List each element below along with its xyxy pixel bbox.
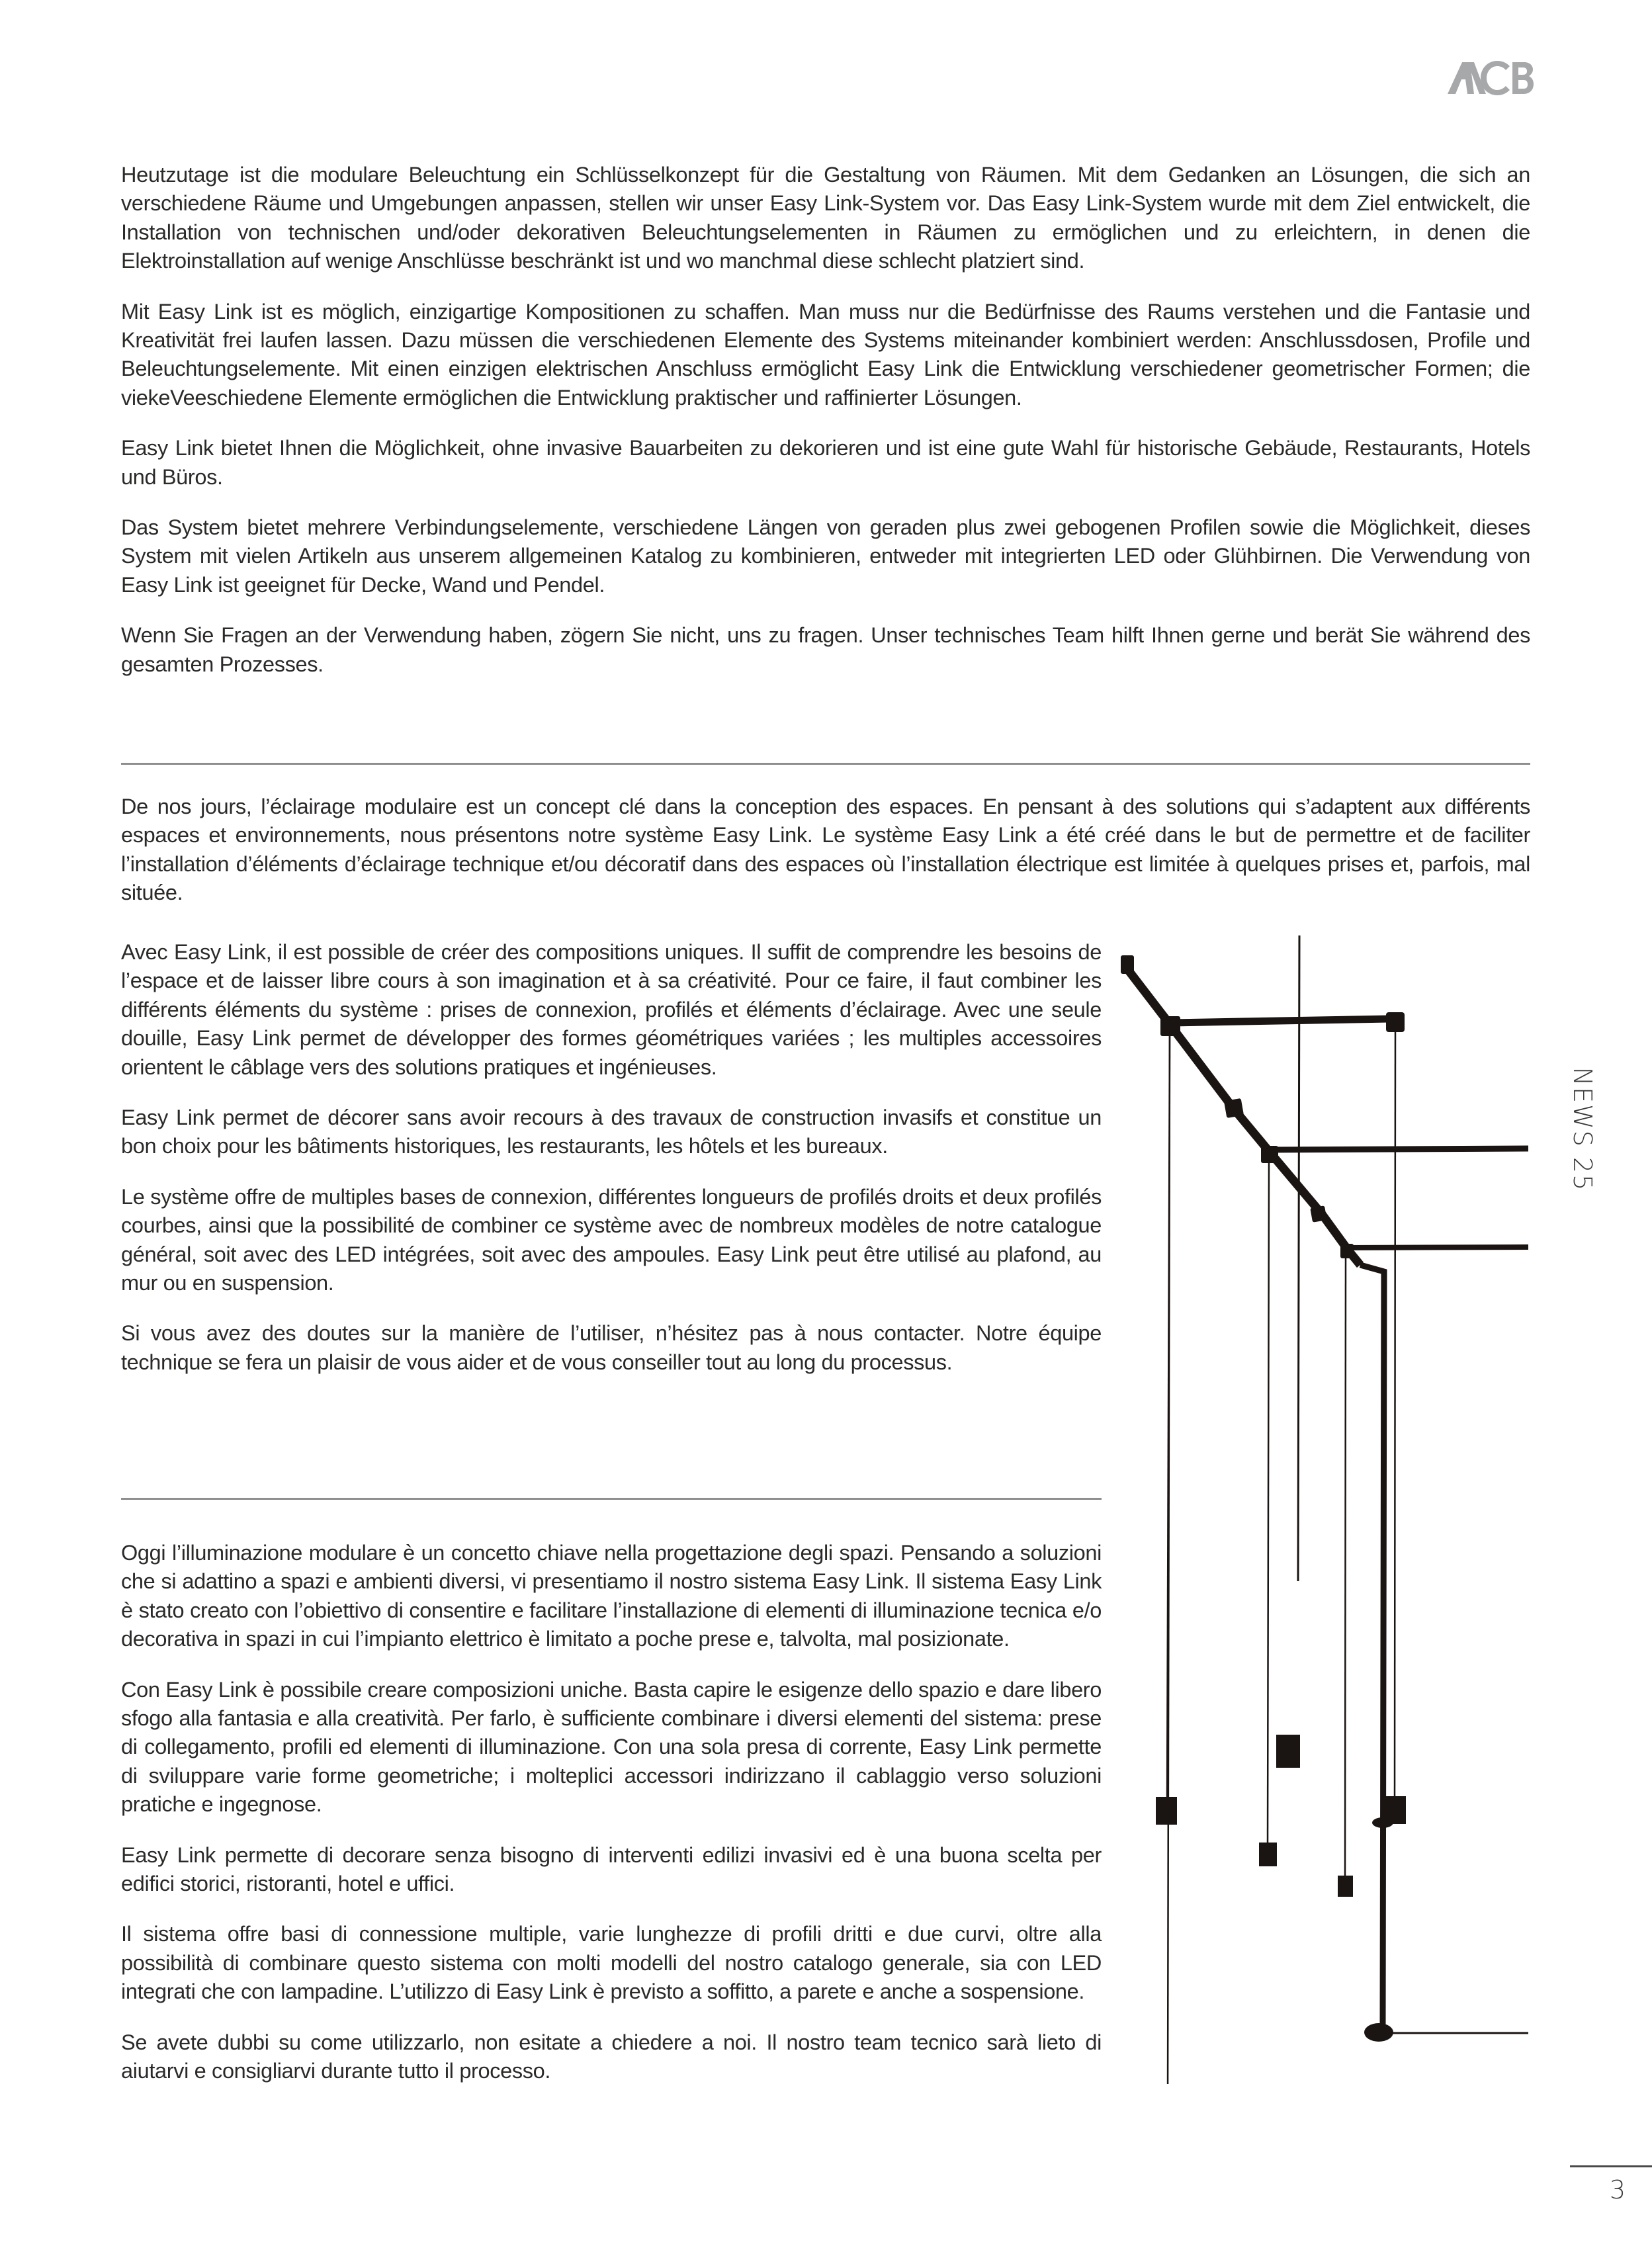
section-divider	[121, 763, 1530, 765]
french-paragraph: Easy Link permet de décorer sans avoir recours à des travaux de construction invasifs et constitue un bon choix pour les bâtiments historiques, les restaurants, les hôtels et les bureaux.	[121, 1106, 1102, 1158]
page-number: 3	[1609, 2175, 1626, 2204]
french-paragraph: Si vous avez des doutes sur la manière de l’utiliser, n’hésitez pas à nous contacter. Notre équipe technique se fera un plaisir de vous aider et de vous conseiller tout au long du processus.	[121, 1321, 1102, 1374]
german-section	[121, 161, 1530, 679]
page-number-rule	[1570, 2165, 1652, 2167]
pendant-lighting-icon	[1111, 926, 1542, 2084]
french-paragraph: Le système offre de multiples bases de connexion, différentes longueurs de profilés droits et deux profilés courbes, ainsi que la possibilité de combiner ce système avec de nombreux modèles de notre catalogue général, soit avec des LED intégrées, soit avec des ampoules. Easy Link peut être utilisé au plafond, au mur ou en suspension.	[121, 1184, 1102, 1295]
french-paragraph: Avec Easy Link, il est possible de créer des compositions uniques. Il suffit de comprendre les besoins de l’espace et de laisser libre cours à son imagination et à sa créativité. Pour ce faire, il faut combiner les différents éléments du système : prises de connexion, profilés et éléments d’éclairage. Avec une seule douille, Easy Link permet de développer des formes géométriques variées ; les multiples accessoires orientent le câblage vers des solutions pratiques et ingénieuses.	[121, 940, 1102, 1079]
french-paragraph: De nos jours, l’éclairage modulaire est un concept clé dans la conception des espaces. En pensant à des solutions qui s’adaptent aux différents espaces et environnements, nous présentons notre système Easy Link. Le système Easy Link a été créé dans le but de permettre et de faciliter l’installation d’éléments d’éclairage technique et/ou décoratif dans des espaces où l’installation électrique est limitée à quelques prises et, parfois, mal située.	[121, 795, 1530, 905]
german-paragraph: Mit Easy Link ist es möglich, einzigartige Kompositionen zu schaffen. Man muss nur die Bedürfnisse des Raums verstehen und die Fantasie und Kreativität frei laufen lassen. Dazu müssen die verschiedenen Elemente des Systems miteinander kombiniert werden: Anschlussdosen, Profile und Beleuchtungselemente. Mit einen einzigen elektrischen Anschluss ermöglicht Easy Link die Entwicklung verschiedener geometrischer Formen; die viekeVeeschiedene Elemente ermöglichen die Entwicklung praktischer und raffinierter Lösungen.	[121, 299, 1530, 410]
german-paragraph: Easy Link bietet Ihnen die Möglichkeit, ohne invasive Bauarbeiten zu dekorieren und ist eine gute Wahl für historische Gebäude, Restaurants, Hotels und Büros.	[121, 436, 1530, 489]
german-paragraph: Heutzutage ist die modulare Beleuchtung ein Schlüsselkonzept für die Gestaltung von Räumen. Mit dem Gedanken an Lösungen, die sich an verschiedene Räume und Umgebungen anpassen, stellen wir unser Easy Link-System vor. Das Easy Link-System wurde mit dem Ziel entwickelt, die Installation von technischen und/oder dekorativen Beleuchtungselementen in Räumen zu ermöglichen und zu erleichtern, in denen die Elektroinstallation auf wenige Anschlüsse beschränkt ist und wo manchmal diese schlecht platziert sind.	[121, 163, 1530, 273]
issue-label	[1563, 1066, 1602, 1192]
french-section	[121, 938, 1102, 1377]
acb-logo-icon	[1448, 61, 1534, 95]
german-paragraph: Das System bietet mehrere Verbindungselemente, verschiedene Längen von geraden plus zwei gebogenen Profilen sowie die Möglichkeit, dieses System mit vielen Artikeln aus unserem allgemeinen Katalog zu kombinieren, entweder mit integrierten LED oder Glühbirnen. Die Verwendung von Easy Link ist geeignet für Decke, Wand und Pendel.	[121, 515, 1530, 597]
issue-label-text: NEWS 25	[1568, 1066, 1597, 1192]
acb-logo	[1448, 61, 1534, 95]
italian-paragraph: Il sistema offre basi di connessione multiple, varie lunghezze di profili dritti e due curvi, oltre alla possibilità di combinare questo sistema con molti modelli del nostro catalogo generale, sia con LED integrati che con lampadine. L’utilizzo di Easy Link è previsto a soffitto, a parete e anche a sospensione.	[121, 1922, 1102, 2004]
italian-paragraph: Con Easy Link è possibile creare composizioni uniche. Basta capire le esigenze dello spazio e dare libero sfogo alla fantasia e alla creatività. Per farlo, è sufficiente combinare i diversi elementi del sistema: prese di collegamento, profili ed elementi di illuminazione. Con una sola presa di corrente, Easy Link permette di sviluppare varie forme geometriche; i molteplici accessori indirizzano il cablaggio verso soluzioni pratiche e ingegnose.	[121, 1677, 1102, 1817]
german-paragraph: Wenn Sie Fragen an der Verwendung haben, zögern Sie nicht, uns zu fragen. Unser technisches Team hilft Ihnen gerne und berät Sie während des gesamten Prozesses.	[121, 623, 1530, 676]
italian-paragraph: Se avete dubbi su come utilizzarlo, non esitate a chiedere a noi. Il nostro team tecnico sarà lieto di aiutarvi e consigliarvi durante tutto il processo.	[121, 2030, 1102, 2083]
easy-link-product-image	[1111, 926, 1542, 2084]
italian-section	[121, 1539, 1102, 2086]
italian-paragraph: Easy Link permette di decorare senza bisogno di interventi edilizi invasivi ed è una buona scelta per edifici storici, ristoranti, hotel e uffici.	[121, 1843, 1102, 1896]
french-intro-section	[121, 793, 1530, 908]
italian-paragraph: Oggi l’illuminazione modulare è un concetto chiave nella progettazione degli spazi. Pensando a soluzioni che si adattino a spazi e ambienti diversi, vi presentiamo il nostro sistema Easy Link. Il sistema Easy Link è stato creato con l’obiettivo di consentire e facilitare l’installazione di elementi di illuminazione tecnica e/o decorativa in spazi in cui l’impianto elettrico è limitato a poche prese e, talvolta, mal posizionate.	[121, 1541, 1102, 1651]
section-divider	[121, 1498, 1102, 1500]
